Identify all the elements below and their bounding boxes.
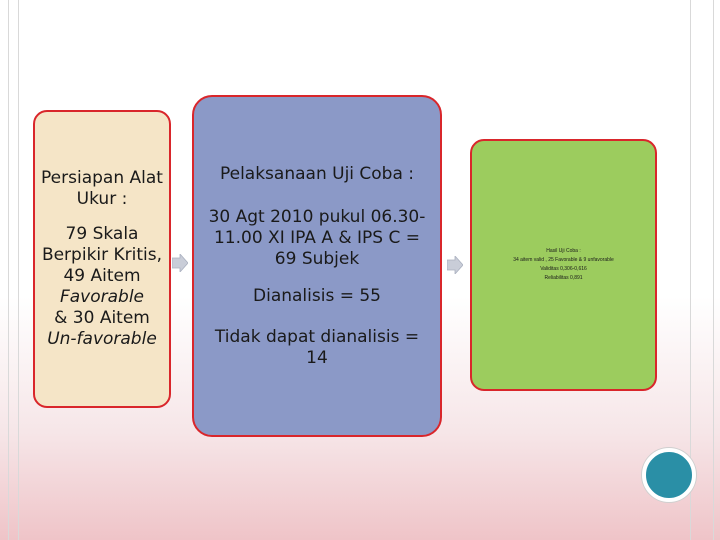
result-reliability: Reliabilitas 0,891 [544,275,583,281]
preparation-unfavorable: Un-favorable [47,329,157,349]
slide-frame-inner-left [18,0,19,540]
result-title: Hasil Uji Coba : [546,248,581,254]
slide-frame-left [8,0,9,540]
preparation-scale-text: 79 Skala Berpikir Kritis, 49 Aitem [41,224,163,286]
execution-analyzed: Dianalisis = 55 [253,285,381,306]
result-validity: Validitas 0,306-0,616 [540,266,587,272]
slide-frame-right [690,0,714,540]
preparation-connector: & 30 Aitem [54,308,150,328]
arrow-right-icon [172,254,188,272]
circle-decoration [642,448,696,502]
execution-schedule: 30 Agt 2010 pukul 06.30-11.00 XI IPA A & IPS C = 69 Subjek [208,206,426,269]
execution-not-analyzed: Tidak dapat dianalisis = 14 [214,326,420,368]
execution-title: Pelaksanaan Uji Coba : [219,163,415,184]
preparation-favorable: Favorable [59,287,145,307]
preparation-box [33,110,171,408]
arrow-right-icon [447,256,463,274]
preparation-title: Persiapan Alat Ukur : [41,168,163,209]
execution-box [192,95,442,437]
result-items: 34 aitem valid , 25 Favorable & 9 unfavorable [513,257,614,263]
result-box [470,139,657,391]
